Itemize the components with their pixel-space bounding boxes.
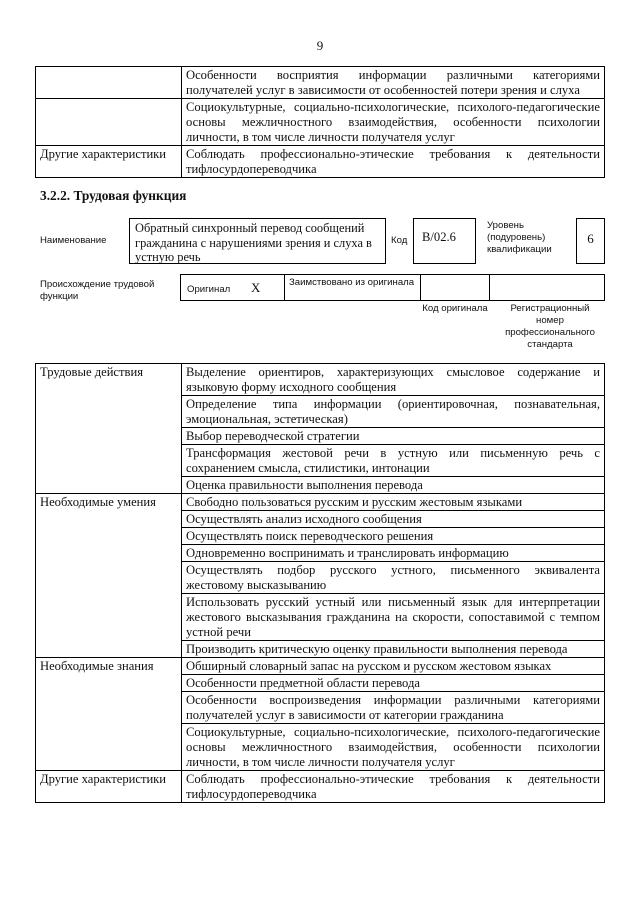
group-item: Выбор переводческой стратегии: [182, 428, 605, 445]
original-cell: [180, 274, 285, 301]
group-item: Осуществлять подбор русского устного, письменного эквивалента жестовому высказыванию: [182, 562, 605, 594]
table-row: [36, 99, 605, 146]
table-row: [36, 146, 605, 178]
group-item: Свободно пользоваться русским и русским жестовым языками: [182, 494, 605, 511]
row-label: [36, 67, 182, 99]
name-label: Наименование: [40, 235, 107, 246]
code-label: Код: [391, 235, 408, 246]
function-name-box: Обратный синхронный перевод сообщений гражданина с нарушениями зрения и слуха в устную речь: [129, 218, 386, 264]
group-item: Оценка правильности выполнения перевода: [182, 477, 605, 494]
group-item: Осуществлять анализ исходного сообщения: [182, 511, 605, 528]
code-original-label: Код оригинала: [422, 303, 488, 314]
original-label: Оригинал: [187, 284, 231, 295]
row-text: Соблюдать профессионально-этические требования к деятельности тифлосурдопереводчика: [182, 146, 605, 178]
group-item: Социокультурные, социально-психологические, психолого-педагогические основы межличностного взаимодействия, особенности психологии личности, в том числе личности получателя услуг: [182, 724, 605, 771]
origin-label: Происхождение трудовой функции: [40, 279, 155, 302]
continuation-table: [35, 66, 605, 178]
table-row: [36, 658, 605, 675]
group-label: Трудовые действия: [36, 364, 182, 494]
page-number: 9: [316, 38, 324, 53]
table-row: [36, 67, 605, 99]
group-item: Особенности воспроизведения информации различными категориями получателей услуг в зависимости от категории гражданина: [182, 692, 605, 724]
level-label: Уровень (подуровень) квалификации: [487, 220, 552, 255]
original-mark: X: [251, 280, 261, 295]
group-item: Определение типа информации (ориентировочная, познавательная, эмоциональная, эстетическая): [182, 396, 605, 428]
reg-number-cell: [489, 274, 605, 301]
code-value-box: B/02.6: [413, 218, 476, 264]
function-details-table: [35, 363, 605, 803]
table-row: [36, 364, 605, 396]
borrowed-label: Заимствовано из оригинала: [289, 277, 415, 288]
group-item: Использовать русский устный или письменный язык для интерпретации жестового высказывания гражданина на скорости, сопоставимой с темпом устной речи: [182, 594, 605, 641]
borrowed-cell: [284, 274, 421, 301]
group-item: Особенности предметной области перевода: [182, 675, 605, 692]
group-item: Трансформация жестовой речи в устную или письменную речь с сохранением смысла, стилистики, интонации: [182, 445, 605, 477]
group-label: Необходимые знания: [36, 658, 182, 771]
row-label: [36, 99, 182, 146]
table-row: [36, 494, 605, 511]
reg-number-label: Регистрационный номер профессионального стандарта: [505, 303, 595, 350]
row-text: Социокультурные, социально-психологические, психолого-педагогические основы межличностного взаимодействия, особенности психологии личности, в том числе личности получателя услуг: [182, 99, 605, 146]
group-label: Необходимые умения: [36, 494, 182, 658]
group-item: Одновременно воспринимать и транслировать информацию: [182, 545, 605, 562]
level-value-box: 6: [576, 218, 605, 264]
group-item: Выделение ориентиров, характеризующих смысловое содержание и языковую форму исходного сообщения: [182, 364, 605, 396]
group-item: Соблюдать профессионально-этические требования к деятельности тифлосурдопереводчика: [182, 771, 605, 803]
row-label: Другие характеристики: [36, 146, 182, 178]
group-item: Производить критическую оценку правильности выполнения перевода: [182, 641, 605, 658]
code-original-cell: [420, 274, 490, 301]
section-title: 3.2.2. Трудовая функция: [40, 188, 187, 203]
group-label: Другие характеристики: [36, 771, 182, 803]
row-text: Особенности восприятия информации различными категориями получателей услуг в зависимости от особенностей потери зрения и слуха: [182, 67, 605, 99]
table-row: [36, 771, 605, 803]
origin-row: [180, 274, 605, 301]
group-item: Осуществлять поиск переводческого решения: [182, 528, 605, 545]
group-item: Обширный словарный запас на русском и русском жестовом языках: [182, 658, 605, 675]
